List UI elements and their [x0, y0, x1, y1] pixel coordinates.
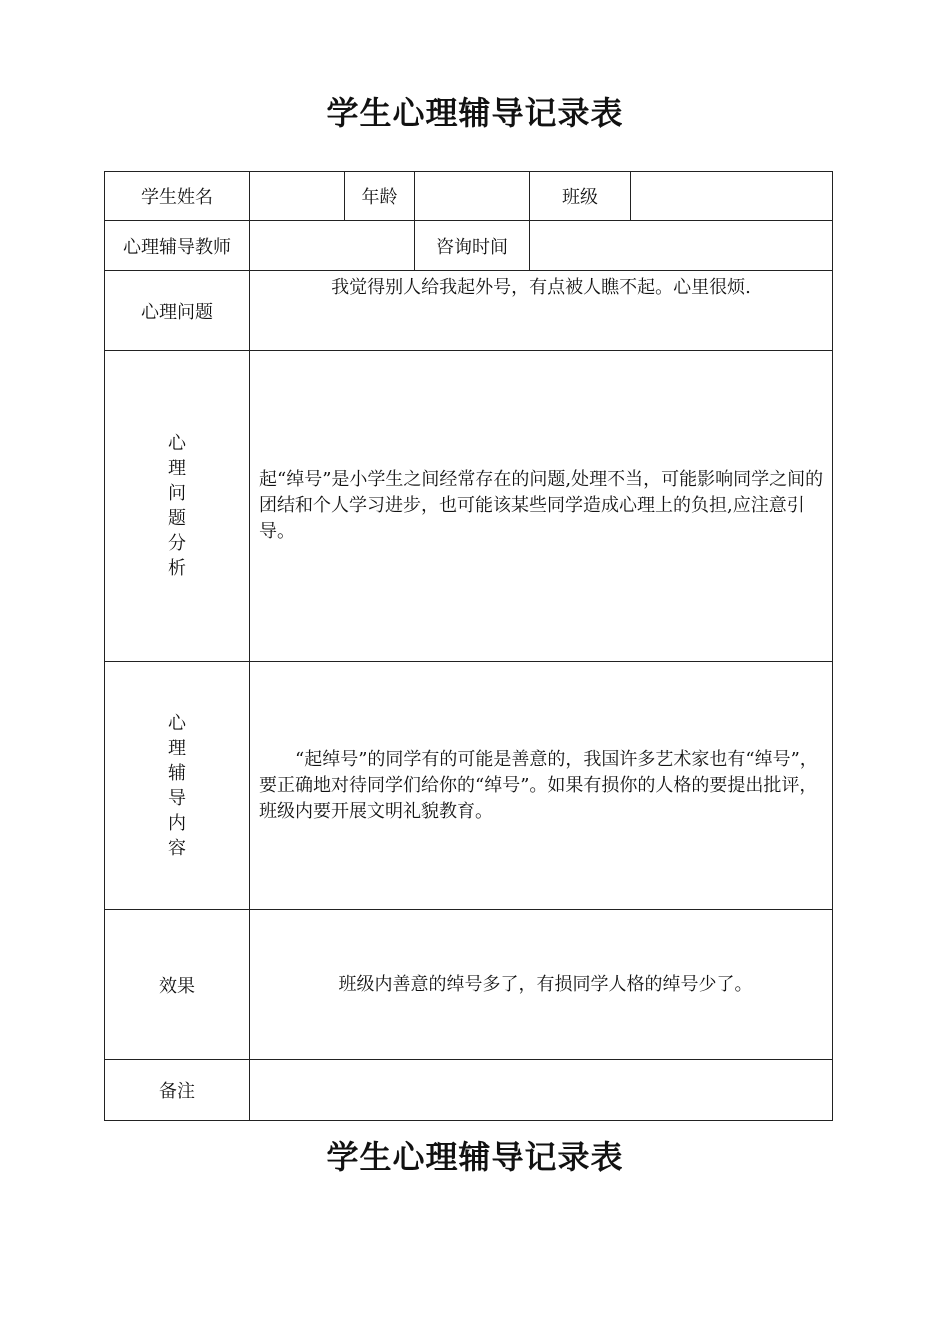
row-problem: [105, 271, 833, 351]
row-student-info: [105, 172, 833, 221]
page-title-repeat: 学生心理辅导记录表: [326, 1138, 624, 1176]
counseling-label-char: 导: [168, 787, 186, 809]
age-label: 年龄: [345, 172, 415, 221]
analysis-label-char: 析: [168, 558, 186, 579]
counseling-label-char: 辅: [168, 762, 186, 784]
analysis-label-char: 理: [168, 458, 186, 479]
counseling-label-char: 理: [168, 737, 186, 759]
analysis-label-char: 题: [168, 508, 186, 529]
counseling-field[interactable]: “起绰号”的同学有的可能是善意的，我国许多艺术家也有“绰号”，要正确地对待同学们给你的“绰号”。如果有损你的人格的要提出批评，班级内要开展文明礼貌教育。: [250, 662, 833, 910]
analysis-label-char: 心: [168, 433, 186, 454]
row-effect: [105, 910, 833, 1060]
analysis-label: [105, 351, 250, 662]
effect-label: 效果: [105, 910, 250, 1060]
counseling-label: [105, 662, 250, 910]
remarks-field[interactable]: [250, 1060, 833, 1121]
row-remarks: [105, 1060, 833, 1121]
analysis-field[interactable]: 起“绰号”是小学生之间经常存在的问题,处理不当，可能影响同学之间的团结和个人学习进步，也可能该某些同学造成心理上的负担,应注意引导。: [250, 351, 833, 662]
consult-time-label: 咨询时间: [415, 221, 530, 271]
row-counseling: [105, 662, 833, 910]
consult-time-field[interactable]: [530, 221, 833, 271]
age-field[interactable]: [415, 172, 530, 221]
problem-field[interactable]: 我觉得别人给我起外号，有点被人瞧不起。心里很烦.: [250, 271, 833, 351]
page-title: 学生心理辅导记录表: [326, 94, 624, 132]
class-label: 班级: [530, 172, 631, 221]
counseling-label-char: 心: [168, 712, 186, 734]
student-name-field[interactable]: [250, 172, 345, 221]
teacher-label: 心理辅导教师: [105, 221, 250, 271]
effect-field[interactable]: 班级内善意的绰号多了，有损同学人格的绰号少了。: [250, 910, 833, 1060]
analysis-label-char: 分: [168, 533, 186, 554]
student-name-label: 学生姓名: [105, 172, 250, 221]
analysis-label-char: 问: [168, 483, 186, 504]
counseling-label-char: 容: [168, 837, 186, 859]
teacher-field[interactable]: [250, 221, 415, 271]
class-field[interactable]: [631, 172, 833, 221]
counseling-record-table: [104, 171, 833, 1121]
counseling-label-char: 内: [168, 812, 186, 834]
row-analysis: [105, 351, 833, 662]
row-teacher-info: [105, 221, 833, 271]
remarks-label: 备注: [105, 1060, 250, 1121]
problem-label: 心理问题: [105, 271, 250, 351]
